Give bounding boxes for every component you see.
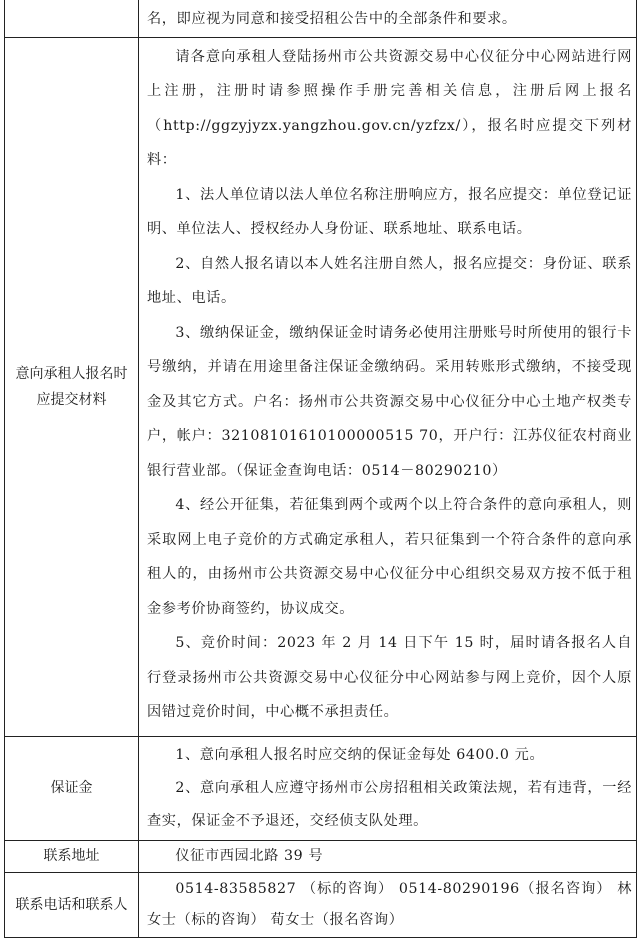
materials-item-4: 4、经公开征集，若征集到两个或两个以上符合条件的意向承租人，则采取网上电子竞价的方式确定承租人，若只征集到一个符合条件的意向承租人的，由扬州市公共资源交易中心仪征分中心组织交易双方按不低于租金参考价协商签约，协议成交。 [147, 497, 632, 617]
address-label: 联系地址 [5, 840, 139, 872]
table-row-materials [5, 37, 637, 736]
table-row-deposit [5, 736, 637, 840]
materials-intro-paragraph: 请各意向承租人登陆扬州市公共资源交易中心仪征分中心网站进行网上注册，注册时请参照操作手册完善相关信息，注册后网上报名（http://ggzyjyzx.yangzhou.gov.cn/yzfzx/），报名时应提交下列材料： [147, 48, 632, 168]
contact-value: 0514-83585827 （标的咨询） 0514-80290196（报名咨询） 林女士（标的咨询） 荀女士（报名咨询） [147, 880, 632, 928]
deposit-item-2: 2、意向承租人应遵守扬州市公房招租相关政策法规，若有违背，一经查实，保证金不予退还，交经侦支队处理。 [147, 779, 632, 829]
deposit-label: 保证金 [5, 736, 139, 840]
materials-content [139, 37, 637, 736]
announcement-table [4, 0, 637, 938]
materials-item-3: 3、缴纳保证金，缴纳保证金时请务必使用注册账号时所使用的银行卡号缴纳，并请在用途里备注保证金缴纳码。采用转账形式缴纳，不接受现金及其它方式。户名：扬州市公共资源交易中心仪征分中心土地产权类专户，帐户：32108101610100000515 70，开户行：江苏仪征农村商业银行营业部。（保证金查询电话：0514－80290210） [147, 324, 632, 479]
empty-label-cell [5, 0, 139, 37]
deposit-content [139, 736, 637, 840]
table-row-continuation [5, 0, 637, 37]
contact-content [139, 872, 637, 937]
continuation-text: 名，即应视为同意和接受招租公告中的全部条件和要求。 [139, 0, 637, 37]
address-value: 仪征市西园北路 39 号 [139, 840, 637, 872]
deposit-item-1: 1、意向承租人报名时应交纳的保证金每处 6400.0 元。 [175, 746, 545, 763]
table-row-address [5, 840, 637, 872]
contact-label: 联系电话和联系人 [5, 872, 139, 937]
table-row-contact [5, 872, 637, 937]
materials-item-1: 1、法人单位请以法人单位名称注册响应方，报名应提交：单位登记证明、单位法人、授权经办人身份证、联系地址、联系电话。 [147, 186, 632, 237]
materials-item-5: 5、竞价时间：2023 年 2 月 14 日下午 15 时，届时请各报名人自行登录扬州市公共资源交易中心仪征分中心网站参与网上竞价，因个人原因错过竞价时间，中心概不承担责任。 [147, 635, 632, 720]
materials-label: 意向承租人报名时应提交材料 [5, 37, 139, 736]
materials-item-2: 2、自然人报名请以本人姓名注册自然人，报名应提交：身份证、联系地址、电话。 [147, 255, 632, 306]
